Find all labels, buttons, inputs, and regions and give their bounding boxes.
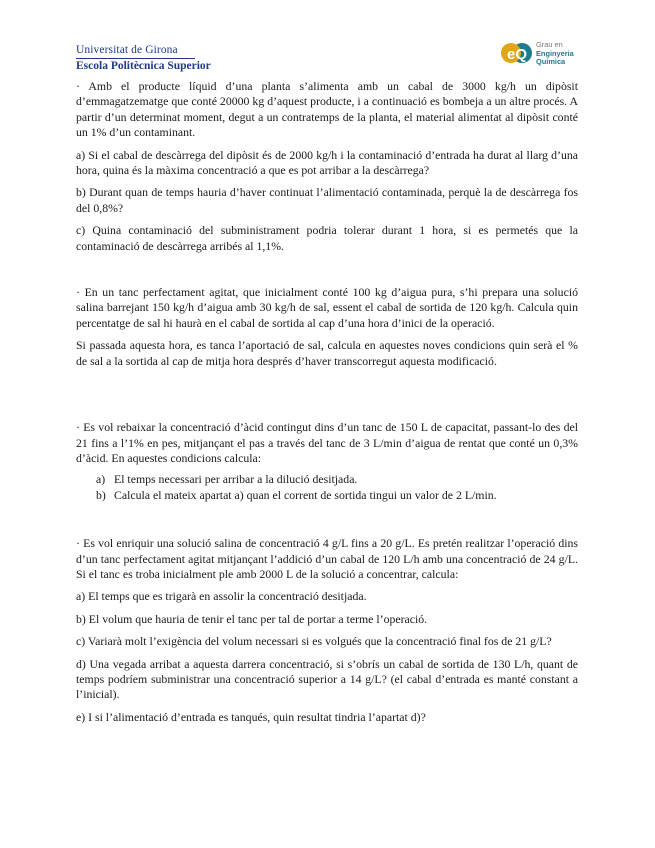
list-item-text: Calcula el mateix apartat a) quan el corrent de sortida tingui un valor de 2 L/min. (114, 487, 497, 502)
university-name: Universitat de Girona (76, 44, 178, 56)
page-header (0, 0, 655, 78)
problem-4-part-c: c) Variarà molt l’exigència del volum necessari si es volgués que la concentració final fos de 21 g/L? (76, 634, 552, 649)
list-item-text: El temps necessari per arribar a la dilució desitjada. (114, 472, 358, 487)
problem-2 (76, 285, 578, 369)
degree-logo (500, 38, 590, 74)
university-logo (76, 44, 211, 73)
svg-text:eQ: eQ (507, 46, 528, 63)
problem-4 (76, 536, 578, 725)
problem-4-part-b: b) El volum que hauria de tenir el tanc per tal de portar a terme l’operació. (76, 611, 428, 626)
problem-3-intro: · Es vol rebaixar la concentració d’àcid contingut dins d’un tanc de 150 L de capacitat, passant-lo des del 21 fins a l’1% en pes, mitjançant el pas a través del tanc de 3 L/min d’aigua de rentat que conté un 0,3% d’àcid. En aquestes condicions calcula: (76, 420, 578, 465)
problem-1 (76, 79, 578, 254)
problem-2-followup: Si passada aquesta hora, es tanca l’aportació de sal, calcula en aquestes noves condicions quin serà el % de sal a la sortida al cap de mitja hora després d’haver transcorregut aquesta modificació. (76, 338, 578, 368)
problem-4-intro: · Es vol enriquir una solució salina de concentració 4 g/L fins a 20 g/L. Es pretén realitzar l’operació dins d’un tanc perfectament agitat mitjançant l’addició d’un cabal de 120 L/h amb una concentració de 24 g/L. Si el tanc es troba inicialment ple amb 2000 L de la solució a concentrar, calcula: (76, 536, 578, 581)
problem-1-part-c: c) Quina contaminació del subministrament podria tolerar durant 1 hora, si es permetés que la contaminació de descàrrega arribés al 1,1%. (76, 223, 578, 253)
logo-divider (76, 58, 195, 59)
problem-4-part-d: d) Una vegada arribat a aquesta darrera concentració, si s’obrís un cabal de sortida de 130 L/h, quant de temps podríem subministrar una concentració superior a 14 g/L? (el cabal d’entrada es manté constant a l’inicial). (76, 656, 578, 702)
school-name: Escola Politècnica Superior (76, 60, 211, 72)
problem-4-part-a: a) El temps que es trigarà en assolir la concentració desitjada. (76, 589, 367, 604)
degree-name: Grau en Enginyeria Química (536, 40, 574, 66)
problem-1-part-b: b) Durant quan de temps hauria d’haver continuat l’alimentació contaminada, perquè la de descàrrega fos del 0,8%? (76, 185, 578, 215)
eq-logo-icon (500, 38, 534, 70)
list-item (76, 472, 578, 487)
problem-4-part-e: e) I si l’alimentació d’entrada es tanqués, quin resultat tindria l’apartat d)? (76, 709, 426, 724)
problem-1-intro: · Amb el producte líquid d’una planta s’alimenta amb un cabal de 3000 kg/h un dipòsit d’emmagatzematge que conté 20000 kg d’aquest producte, i a continuació es bombeja a un altre procés. A partir d’un determinat moment, degut a un contratemps de la planta, el material alimentat al dipòsit conté un 1% d’un contaminant. (76, 79, 578, 140)
problem-3 (76, 420, 578, 503)
list-marker: a) (96, 472, 106, 487)
problem-3-list (76, 472, 578, 503)
problem-1-part-a: a) Si el cabal de descàrrega del dipòsit és de 2000 kg/h i la contaminació d’entrada ha durat al llarg d’una hora, quina és la màxima concentració a que es pot arribar a la descàrrega? (76, 147, 578, 178)
list-item (76, 488, 578, 503)
list-marker: b) (96, 487, 106, 502)
problem-2-intro: · En un tanc perfectament agitat, que inicialment conté 100 kg d’aigua pura, s’hi prepara una solució salina barrejant 150 kg/h d’aigua amb 30 kg/h de sal, essent el cabal de sortida de 120 kg/h. Calcula quin percentatge de sal hi haurà en el cabal de sortida al cap d’una hora d’inici de la operació. (76, 285, 578, 330)
document-body (76, 79, 578, 725)
